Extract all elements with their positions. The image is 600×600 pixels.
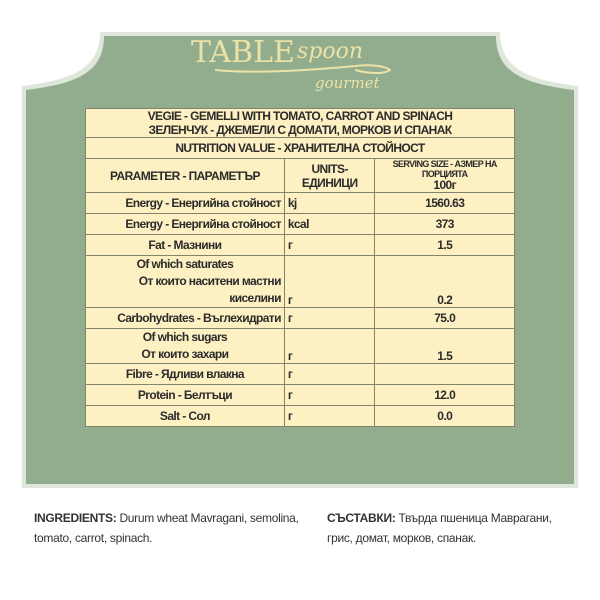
table-subtitle-row (86, 138, 515, 159)
table-row (86, 364, 515, 385)
row-param (86, 329, 285, 364)
row-value: 12.0 (375, 385, 515, 406)
header-parameter: PARAMETER - ПАРАМЕТЪР (86, 159, 285, 193)
row-unit: г (284, 385, 375, 406)
header-serving-label: SERVING SIZE - АЗМЕР НА ПОРЦИЯТА (392, 159, 497, 179)
row-param: Protein - Белтъци (86, 385, 285, 406)
row-value: 0.2 (375, 256, 515, 308)
product-title-en: VEGIE - GEMELLI WITH TOMATO, CARROT AND SPINACH (147, 109, 453, 123)
table-row (86, 308, 515, 329)
ingredients-bg-label: СЪСТАВКИ: (327, 511, 396, 525)
nutrition-table (85, 108, 515, 427)
row-param: Energy - Енергийна стойност (86, 214, 285, 235)
brand-name-top: TABLE (191, 35, 295, 70)
row-param-line1: Of which saturates (136, 257, 234, 271)
row-param (86, 256, 285, 308)
row-value (375, 364, 515, 385)
table-row (86, 385, 515, 406)
header-serving-value: 100г (433, 178, 457, 192)
row-unit: г (284, 256, 375, 308)
header-units: UNITS-ЕДИНИЦИ (284, 159, 375, 193)
table-row (86, 329, 515, 364)
row-unit: г (284, 406, 375, 427)
row-unit: г (284, 235, 375, 256)
row-param-line2: От които захари (141, 347, 229, 361)
row-unit: г (284, 329, 375, 364)
row-param: Salt - Сол (86, 406, 285, 427)
row-unit: kcal (284, 214, 375, 235)
row-value: 1.5 (375, 235, 515, 256)
row-param-line1: Of which sugars (142, 330, 228, 344)
table-row (86, 235, 515, 256)
row-param: Energy - Енергийна стойност (86, 193, 285, 214)
table-row (86, 406, 515, 427)
table-row (86, 193, 515, 214)
row-value: 0.0 (375, 406, 515, 427)
row-value: 1560.63 (375, 193, 515, 214)
ingredients-bg (327, 508, 572, 548)
row-param-line2: От които наситени мастни киселини (138, 274, 281, 305)
ingredients-en (34, 508, 304, 548)
table-header-row (86, 159, 515, 193)
ingredients-en-label: INGREDIENTS: (34, 511, 117, 525)
header-serving (375, 159, 515, 193)
row-unit: г (284, 308, 375, 329)
product-title-bg: ЗЕЛЕНЧУК - ДЖЕМЕЛИ С ДОМАТИ, МОРКОВ И СПАНАК (148, 123, 452, 137)
ingredients-en-text: Durum wheat Mavragani, semolina, tomato, carrot, spinach. (34, 511, 299, 545)
row-param: Carbohydrates - Въглехидрати (86, 308, 285, 329)
product-title (86, 109, 515, 138)
table-row (86, 214, 515, 235)
row-value: 75.0 (375, 308, 515, 329)
brand-logo (185, 26, 415, 98)
row-param: Fibre - Ядливи влакна (86, 364, 285, 385)
row-unit: kj (284, 193, 375, 214)
row-value: 373 (375, 214, 515, 235)
row-unit: г (284, 364, 375, 385)
ingredients-bg-text: Твърда пшеница Маврагани, грис, домат, морков, спанак. (327, 511, 552, 545)
table-row (86, 256, 515, 308)
brand-name-sub: gourmet (315, 74, 380, 92)
brand-name-spoon: spoon (297, 39, 364, 64)
row-value: 1.5 (375, 329, 515, 364)
row-param: Fat - Мазнини (86, 235, 285, 256)
product-title-row (86, 109, 515, 138)
table-subtitle: NUTRITION VALUE - ХРАНИТЕЛНА СТОЙНОСТ (86, 138, 515, 159)
